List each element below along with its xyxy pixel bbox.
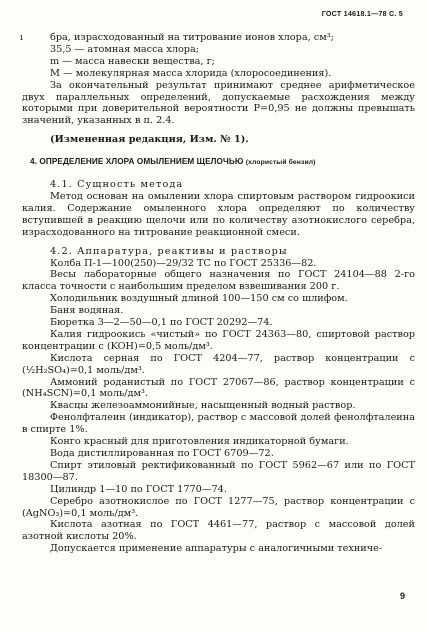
reagent-item: Баня водяная.: [50, 305, 124, 317]
margin-mark: ı: [20, 33, 23, 43]
reagent-item: Аммоний роданистый по ГОСТ 27067—86, раствор концентрации с (NH₄SCN)=0,1 моль/дм³.: [22, 376, 415, 400]
subsection-title: 4.1. Сущность метода: [50, 179, 184, 191]
page-header: ГОСТ 14618.1—78 С. 5: [321, 9, 403, 18]
page-number: 9: [399, 591, 405, 601]
reagent-item: Допускается применение аппаратуры с аналогичными техниче-: [50, 543, 383, 555]
reagent-item: Калия гидроокись «чистый» по ГОСТ 24363—80, спиртовой раствор концентрации с (KOH)=0,5 моль/дм³.: [22, 328, 415, 352]
reagent-item: Вода дистиллированная по ГОСТ 6709—72.: [50, 448, 274, 459]
reagent-item: Бюретка 3—2—50—0,1 по ГОСТ 20292—74.: [50, 317, 273, 329]
paragraph-line: бра, израсходованный на титрование ионов хлора, см³;: [50, 32, 334, 43]
reagent-item: Серебро азотнокислое по ГОСТ 1277—75, раствор концентрации с (AgNO₃)=0,1 моль/дм³.: [22, 495, 415, 519]
section-title: [22, 156, 415, 169]
reagent-item: Холодильник воздушный длиной 100—150 см со шлифом.: [50, 293, 348, 305]
subsection-title: 4.2. Аппаратура, реактивы и растворы: [50, 245, 288, 257]
reagent-item: Конго красный для приготовления индикаторной бумаги.: [50, 436, 349, 448]
reagent-item: Фенолфталеин (индикатор), раствор с массовой долей фенолфталеина в спирте 1%.: [22, 412, 415, 436]
paragraph-text: Метод основан на омылении хлора спиртовым раствором гидроокиси калия. Содержание омыленного хлора определяют по количеству вступившей в реакцию щелочи или по количеству азотнокислого серебра, израсходованного на титрование реакционной смеси.: [22, 190, 415, 238]
reagent-item: Квасцы железоаммонийные, насыщенный водный раствор.: [50, 400, 356, 412]
paragraph-line: m — масса навески вещества, г;: [50, 55, 215, 67]
document-body: [22, 32, 415, 555]
reagent-item: Спирт этиловый ректификованный по ГОСТ 5962—67 или по ГОСТ 18300—87.: [22, 459, 415, 483]
reagent-item: Весы лабораторные общего назначения по ГОСТ 24104—88 2-го класса точности с наибольшим пределом взвешивания 200 г.: [22, 269, 415, 293]
section-title-text: 4. ОПРЕДЕЛЕНИЕ ХЛОРА ОМЫЛЕНИЕМ ЩЕЛОЧЬЮ: [30, 157, 244, 167]
reagent-item: Кислота азотная по ГОСТ 4461—77, раствор с массовой долей азотной кислоты 20%.: [22, 519, 415, 543]
revision-note: (Измененная редакция, Изм. № 1).: [50, 134, 249, 146]
reagent-item: Цилиндр 1—10 по ГОСТ 1770—74.: [50, 483, 227, 495]
reagent-item: Колба П-1—100(250)—29/32 ТС по ГОСТ 25336—82.: [50, 257, 317, 269]
paragraph-line: 35,5 — атомная масса хлора;: [50, 43, 200, 55]
paragraph-text: За окончательный результат принимают среднее арифметическое двух параллельных определений, допускаемые расхождения между которыми при доверительной вероятности P=0,95 не должны превышать значений, указанных в п. 2.4.: [22, 79, 415, 127]
reagent-item: Кислота серная по ГОСТ 4204—77, раствор концентрации с (½H₂SO₄)=0,1 моль/дм³.: [22, 352, 415, 376]
paragraph-line: M — молекулярная масса хлорида (хлоросоединения).: [50, 67, 332, 79]
section-title-sub: (хлористый бензил): [245, 159, 316, 167]
